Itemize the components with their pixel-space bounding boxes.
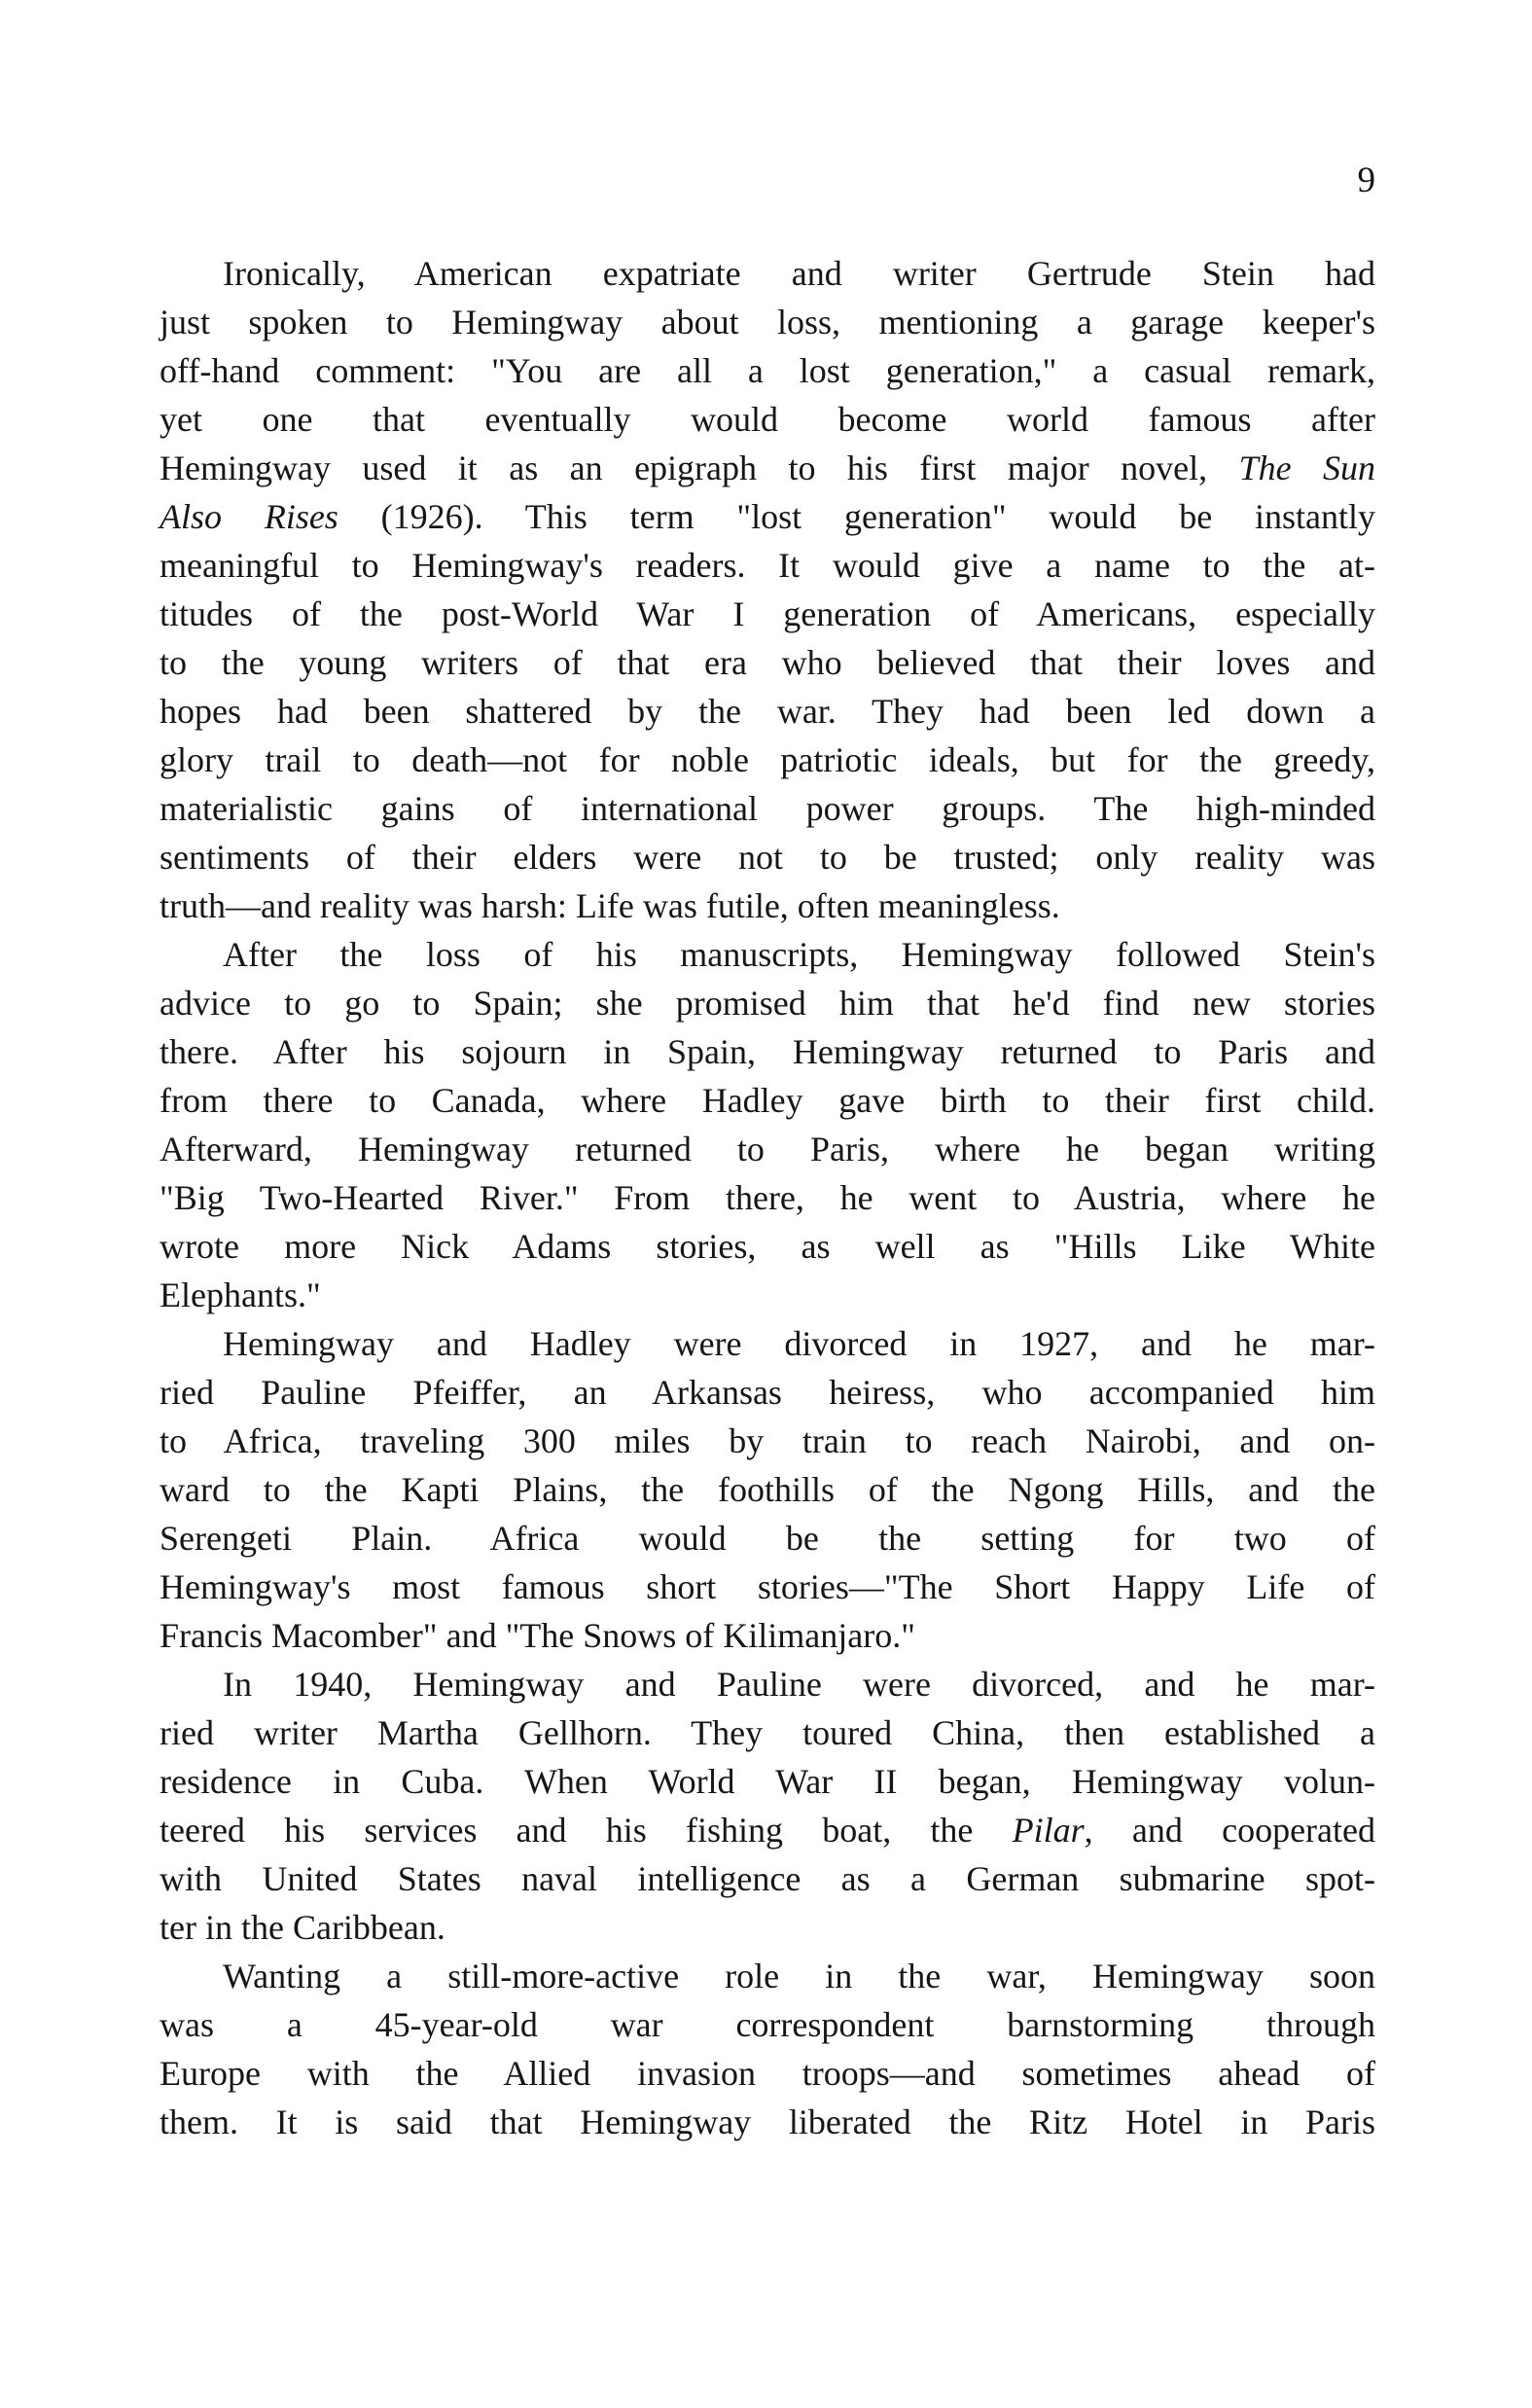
- text-run: ter in the Caribbean.: [160, 1908, 445, 1947]
- text-line: [160, 346, 1375, 395]
- text-run: Francis Macomber" and "The Snows of Kilimanjaro.": [160, 1616, 915, 1655]
- text-run: meaningful to Hemingway's readers. It would give a name to the at-: [160, 546, 1375, 585]
- text-line: [160, 930, 1375, 979]
- paragraph: [160, 249, 1375, 930]
- text-run: "Big Two-Hearted River." From there, he went to Austria, where he: [160, 1178, 1375, 1217]
- text-run: Elephants.": [160, 1276, 321, 1314]
- text-run: , and cooperated: [1084, 1811, 1375, 1850]
- text-line: [160, 492, 1375, 541]
- text-line: [160, 541, 1375, 590]
- text-run: was a 45-year-old war correspondent barnstorming through: [160, 2005, 1375, 2044]
- text-line: [160, 1952, 1375, 2000]
- text-line: [160, 1563, 1375, 1611]
- text-run: ward to the Kapti Plains, the foothills of the Ngong Hills, and the: [160, 1470, 1375, 1509]
- text-line: [160, 1319, 1375, 1368]
- text-line: [160, 444, 1375, 492]
- text-run: titudes of the post-World War I generation of Americans, especially: [160, 594, 1375, 633]
- paragraph: [160, 930, 1375, 1319]
- text-run: wrote more Nick Adams stories, as well as "Hills Like White: [160, 1227, 1375, 1266]
- text-run: Europe with the Allied invasion troops—and sometimes ahead of: [160, 2054, 1375, 2093]
- text-run: Hemingway used it as an epigraph to his first major novel,: [160, 449, 1239, 487]
- page-number: 9: [1357, 161, 1375, 200]
- text-line: [160, 1660, 1375, 1708]
- text-run: there. After his sojourn in Spain, Hemingway returned to Paris and: [160, 1032, 1375, 1071]
- text-run: just spoken to Hemingway about loss, mentioning a garage keeper's: [160, 303, 1375, 341]
- text-run: Hemingway and Hadley were divorced in 1927, and he mar-: [223, 1324, 1375, 1363]
- paragraph: [160, 1660, 1375, 1952]
- text-run-italic: The Sun: [1238, 449, 1375, 487]
- text-run: ried writer Martha Gellhorn. They toured China, then established a: [160, 1713, 1375, 1752]
- text-run-italic: Also Rises: [160, 497, 338, 536]
- text-line: [160, 1222, 1375, 1271]
- text-line: [160, 638, 1375, 687]
- text-line: [160, 1027, 1375, 1076]
- text-run: Ironically, American expatriate and writer Gertrude Stein had: [223, 254, 1375, 293]
- text-run: After the loss of his manuscripts, Hemingway followed Stein's: [223, 935, 1375, 974]
- text-line: [160, 979, 1375, 1027]
- text-line: [160, 1125, 1375, 1173]
- text-run: yet one that eventually would become world famous after: [160, 400, 1375, 439]
- text-run: with United States naval intelligence as a German submarine spot-: [160, 1859, 1375, 1898]
- text-line: [160, 881, 1375, 930]
- text-run-italic: Pilar: [1012, 1811, 1085, 1850]
- text-run: from there to Canada, where Hadley gave birth to their first child.: [160, 1081, 1375, 1120]
- text-line: [160, 1417, 1375, 1465]
- text-run: to Africa, traveling 300 miles by train to reach Nairobi, and on-: [160, 1421, 1375, 1460]
- text-line: [160, 1271, 1375, 1319]
- text-run: truth—and reality was harsh: Life was futile, often meaningless.: [160, 886, 1060, 925]
- text-run: Wanting a still-more-active role in the war, Hemingway soon: [223, 1957, 1375, 1995]
- paragraph: [160, 1319, 1375, 1660]
- text-line: [160, 833, 1375, 881]
- text-line: [160, 1368, 1375, 1417]
- text-run: glory trail to death—not for noble patriotic ideals, but for the greedy,: [160, 740, 1375, 779]
- text-run: them. It is said that Hemingway liberated the Ritz Hotel in Paris: [160, 2103, 1375, 2141]
- text-line: [160, 2000, 1375, 2049]
- text-line: [160, 1854, 1375, 1903]
- text-run: (1926). This term "lost generation" would be instantly: [338, 497, 1376, 536]
- text-run: residence in Cuba. When World War II began, Hemingway volun-: [160, 1762, 1375, 1801]
- text-run: Afterward, Hemingway returned to Paris, where he began writing: [160, 1130, 1375, 1168]
- text-run: hopes had been shattered by the war. They had been led down a: [160, 692, 1375, 731]
- text-run: to the young writers of that era who believed that their loves and: [160, 643, 1375, 682]
- text-line: [160, 1076, 1375, 1125]
- text-line: [160, 2049, 1375, 2098]
- text-run: Serengeti Plain. Africa would be the setting for two of: [160, 1519, 1375, 1558]
- text-run: off-hand comment: "You are all a lost generation," a casual remark,: [160, 351, 1375, 390]
- text-line: [160, 1465, 1375, 1514]
- text-line: [160, 590, 1375, 638]
- text-run: teered his services and his fishing boat, the: [160, 1811, 1013, 1850]
- text-line: [160, 1806, 1375, 1854]
- text-run: In 1940, Hemingway and Pauline were divorced, and he mar-: [223, 1665, 1375, 1704]
- text-line: [160, 736, 1375, 784]
- text-run: sentiments of their elders were not to be trusted; only reality was: [160, 838, 1375, 877]
- text-line: [160, 1708, 1375, 1757]
- text-line: [160, 1611, 1375, 1660]
- text-line: [160, 1514, 1375, 1563]
- text-run: Hemingway's most famous short stories—"The Short Happy Life of: [160, 1567, 1375, 1606]
- text-run: materialistic gains of international power groups. The high-minded: [160, 789, 1375, 828]
- text-line: [160, 2098, 1375, 2146]
- body-text: [160, 249, 1375, 2146]
- text-line: [160, 1903, 1375, 1952]
- text-line: [160, 687, 1375, 736]
- paragraph: [160, 1952, 1375, 2146]
- text-line: [160, 249, 1375, 298]
- text-run: advice to go to Spain; she promised him that he'd find new stories: [160, 984, 1375, 1023]
- text-line: [160, 784, 1375, 833]
- text-line: [160, 1757, 1375, 1806]
- text-line: [160, 395, 1375, 444]
- text-run: ried Pauline Pfeiffer, an Arkansas heiress, who accompanied him: [160, 1373, 1375, 1412]
- text-line: [160, 298, 1375, 346]
- text-line: [160, 1173, 1375, 1222]
